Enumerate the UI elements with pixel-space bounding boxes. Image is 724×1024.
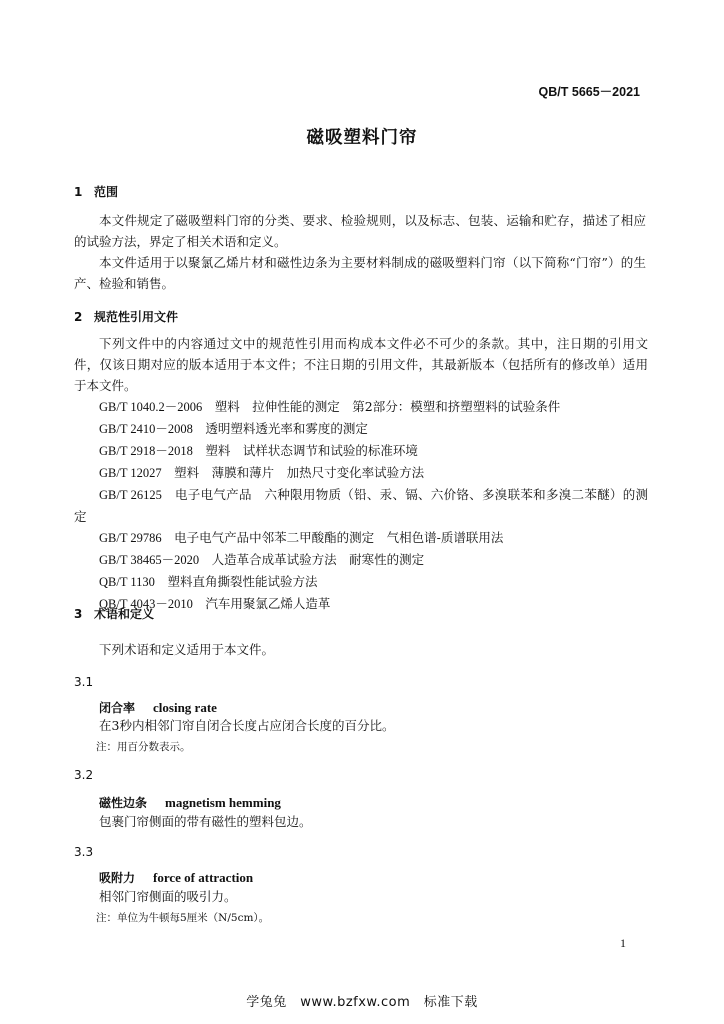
- reference-code: GB/T 26125: [99, 488, 162, 502]
- reference-item: [74, 440, 648, 462]
- reference-code: QB/T 1130: [99, 575, 155, 589]
- reference-code: GB/T 12027: [99, 466, 162, 480]
- section-number: 2: [74, 310, 83, 324]
- section-title: 规范性引用文件: [94, 310, 179, 324]
- reference-code: GB/T 2918－2018: [99, 444, 193, 458]
- terms-intro: 下列术语和定义适用于本文件。: [99, 642, 275, 657]
- footer-watermark: 学兔兔 www.bzfxw.com 标准下载: [246, 995, 478, 1010]
- term-chinese: 闭合率: [99, 701, 136, 715]
- section-number: 3: [74, 607, 83, 621]
- term-english: force of attraction: [153, 870, 254, 885]
- section-1-body: [74, 210, 646, 294]
- term-number: 3.3: [74, 845, 94, 859]
- page-number: 1: [620, 936, 626, 950]
- section-title: 术语和定义: [94, 607, 155, 621]
- term-definition: 包裹门帘侧面的带有磁性的塑料包边。: [99, 814, 312, 829]
- reference-code: QB/T 4043－2010: [99, 597, 193, 611]
- reference-item: [74, 418, 648, 440]
- reference-code: GB/T 29786: [99, 531, 162, 545]
- term-english: magnetism hemming: [165, 795, 281, 810]
- term-number: 3.2: [74, 768, 94, 782]
- term-definition: 在3秒内相邻门帘自闭合长度占应闭合长度的百分比。: [99, 718, 395, 733]
- paragraph: 本文件适用于以聚氯乙烯片材和磁性边条为主要材料制成的磁吸塑料门帘（以下简称“门帘”）的生产、检验和销售。: [74, 255, 646, 291]
- reference-title: 塑料直角撕裂性能试验方法: [167, 574, 318, 589]
- paragraph: 本文件规定了磁吸塑料门帘的分类、要求、检验规则，以及标志、包装、运输和贮存，描述了相应的试验方法，界定了相关术语和定义。: [74, 213, 646, 249]
- term-english: closing rate: [153, 700, 217, 715]
- term-definition: 相邻门帘侧面的吸引力。: [99, 889, 237, 904]
- standard-code: QB/T 5665－2021: [538, 85, 640, 99]
- reference-title: 塑料 薄膜和薄片 加热尺寸变化率试验方法: [174, 465, 425, 480]
- section-2-heading: [74, 308, 178, 325]
- reference-item: [74, 396, 648, 418]
- reference-item: [74, 527, 648, 549]
- reference-item: [74, 549, 648, 571]
- reference-code: GB/T 38465－2020: [99, 553, 200, 567]
- reference-title: 人造革合成革试验方法 耐寒性的测定: [211, 552, 425, 567]
- section-title: 范围: [94, 185, 119, 199]
- term-number: 3.1: [74, 675, 94, 689]
- section-1-heading: [74, 183, 118, 200]
- reference-item: [74, 484, 648, 527]
- references-intro: 下列文件中的内容通过文中的规范性引用而构成本文件必不可少的条款。其中，注日期的引用文件，仅该日期对应的版本适用于本文件；不注日期的引用文件，其最新版本（包括所有的修改单）适用于本文件。: [74, 336, 648, 393]
- reference-title: 透明塑料透光率和雾度的测定: [205, 421, 368, 436]
- reference-item: [74, 571, 648, 593]
- term-note: 注：单位为牛顿每5厘米（N/5cm）。: [96, 912, 270, 924]
- normative-references: [74, 333, 648, 615]
- reference-code: GB/T 2410－2008: [99, 422, 193, 436]
- term-chinese: 磁性边条: [99, 796, 148, 810]
- reference-title: 电子电气产品 六种限用物质（铅、汞、镉、六价铬、多溴联苯和多溴二苯醚）的测定: [74, 487, 648, 524]
- reference-title: 塑料 试样状态调节和试验的标准环境: [205, 443, 418, 458]
- reference-title: 电子电气产品中邻苯二甲酸酯的测定 气相色谱-质谱联用法: [174, 530, 504, 545]
- reference-item: [74, 462, 648, 484]
- term-heading: [99, 699, 217, 716]
- term-heading: [99, 794, 281, 811]
- reference-title: 汽车用聚氯乙烯人造革: [205, 596, 331, 611]
- term-chinese: 吸附力: [99, 871, 136, 885]
- term-note: 注：用百分数表示。: [96, 741, 191, 753]
- document-title: 磁吸塑料门帘: [306, 128, 418, 148]
- reference-code: GB/T 1040.2－2006: [99, 400, 203, 414]
- section-3-heading: [74, 605, 154, 622]
- reference-title: 塑料 拉伸性能的测定 第2部分：模塑和挤塑塑料的试验条件: [214, 399, 561, 414]
- term-heading: [99, 869, 253, 886]
- section-number: 1: [74, 185, 83, 199]
- reference-item: [74, 593, 648, 615]
